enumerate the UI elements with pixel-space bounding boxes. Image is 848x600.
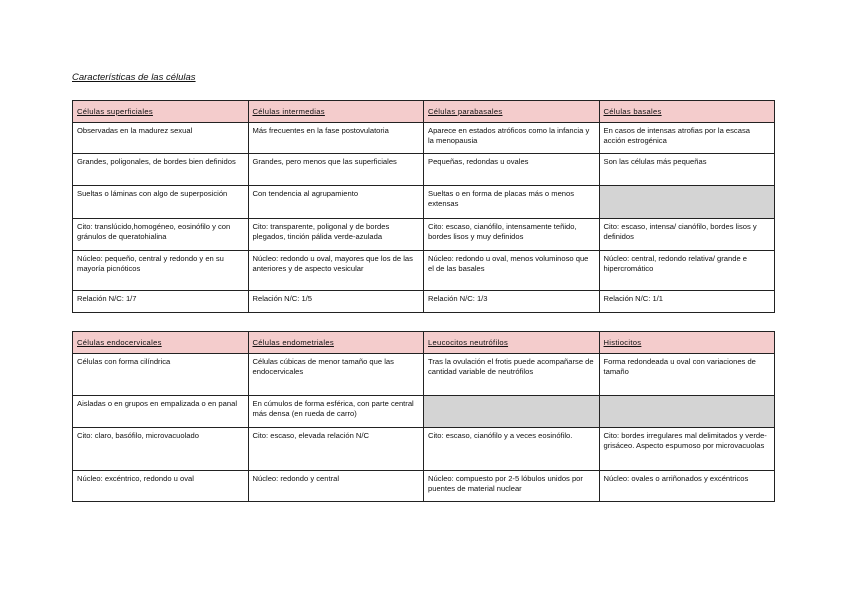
table-cell: Observadas en la madurez sexual bbox=[73, 123, 249, 154]
table-row bbox=[73, 219, 775, 251]
table-cell: Núcleo: central, redondo relativa/ grande e hipercromático bbox=[599, 251, 775, 291]
table-row bbox=[73, 396, 775, 428]
table-cell: Aisladas o en grupos en empalizada o en panal bbox=[73, 396, 249, 428]
table-cell: En casos de intensas atrofias por la escasa acción estrogénica bbox=[599, 123, 775, 154]
table-row bbox=[73, 291, 775, 313]
table-cell: Células cúbicas de menor tamaño que las endocervicales bbox=[248, 354, 424, 396]
header-cell: Leucocitos neutrófilos bbox=[424, 332, 600, 354]
table-cell: Relación N/C: 1/5 bbox=[248, 291, 424, 313]
table-cell: Cito: claro, basófilo, microvacuolado bbox=[73, 428, 249, 471]
empty-cell bbox=[599, 186, 775, 219]
table-row bbox=[73, 354, 775, 396]
table-cell: Núcleo: excéntrico, redondo u oval bbox=[73, 471, 249, 502]
table-row bbox=[73, 471, 775, 502]
table-cell: Células con forma cilíndrica bbox=[73, 354, 249, 396]
header-cell: Células intermedias bbox=[248, 101, 424, 123]
header-cell: Células basales bbox=[599, 101, 775, 123]
table-cell: Cito: escaso, intensa/ cianófilo, bordes lisos y definidos bbox=[599, 219, 775, 251]
table-cell: Grandes, poligonales, de bordes bien definidos bbox=[73, 154, 249, 186]
table-cell: Pequeñas, redondas u ovales bbox=[424, 154, 600, 186]
table-cell: Sueltas o en forma de placas más o menos extensas bbox=[424, 186, 600, 219]
table-cell: Tras la ovulación el frotis puede acompañarse de cantidad variable de neutrófilos bbox=[424, 354, 600, 396]
table-row bbox=[73, 251, 775, 291]
table-cell: Relación N/C: 1/3 bbox=[424, 291, 600, 313]
document-title: Características de las células bbox=[72, 72, 196, 83]
header-cell: Células parabasales bbox=[424, 101, 600, 123]
header-cell: Células endocervicales bbox=[73, 332, 249, 354]
table-cell: Cito: bordes irregulares mal delimitados y verde-grisáceo. Aspecto espumoso por microvacuolas bbox=[599, 428, 775, 471]
table-cell: Núcleo: pequeño, central y redondo y en su mayoría picnóticos bbox=[73, 251, 249, 291]
table-cell: En cúmulos de forma esférica, con parte central más densa (en rueda de carro) bbox=[248, 396, 424, 428]
table-row bbox=[73, 123, 775, 154]
empty-cell bbox=[424, 396, 600, 428]
empty-cell bbox=[599, 396, 775, 428]
table-cell: Relación N/C: 1/1 bbox=[599, 291, 775, 313]
table-cell: Con tendencia al agrupamiento bbox=[248, 186, 424, 219]
table-cell: Aparece en estados atróficos como la infancia y la menopausia bbox=[424, 123, 600, 154]
table-cell: Relación N/C: 1/7 bbox=[73, 291, 249, 313]
table-cell: Cito: translúcido,homogéneo, eosinófilo y con gránulos de queratohialina bbox=[73, 219, 249, 251]
table-cell: Más frecuentes en la fase postovulatoria bbox=[248, 123, 424, 154]
table-cell: Núcleo: redondo u oval, menos voluminoso que el de las basales bbox=[424, 251, 600, 291]
table-cell: Son las células más pequeñas bbox=[599, 154, 775, 186]
table-cell: Cito: escaso, cianófilo, intensamente teñido, bordes lisos y muy definidos bbox=[424, 219, 600, 251]
cell-characteristics-table-1 bbox=[72, 100, 775, 313]
table-cell: Cito: escaso, cianófilo y a veces eosinófilo. bbox=[424, 428, 600, 471]
header-cell: Histiocitos bbox=[599, 332, 775, 354]
table-cell: Cito: transparente, poligonal y de bordes plegados, tinción pálida verde-azulada bbox=[248, 219, 424, 251]
table-cell: Grandes, pero menos que las superficiales bbox=[248, 154, 424, 186]
table-cell: Cito: escaso, elevada relación N/C bbox=[248, 428, 424, 471]
table-row bbox=[73, 428, 775, 471]
table-cell: Forma redondeada u oval con variaciones de tamaño bbox=[599, 354, 775, 396]
table-row bbox=[73, 154, 775, 186]
header-cell: Células superficiales bbox=[73, 101, 249, 123]
table-cell: Sueltas o láminas con algo de superposición bbox=[73, 186, 249, 219]
table-row bbox=[73, 186, 775, 219]
table-cell: Núcleo: compuesto por 2-5 lóbulos unidos por puentes de material nuclear bbox=[424, 471, 600, 502]
header-cell: Células endometriales bbox=[248, 332, 424, 354]
table-cell: Núcleo: ovales o arriñonados y excéntricos bbox=[599, 471, 775, 502]
cell-characteristics-table-2 bbox=[72, 331, 775, 502]
table-cell: Núcleo: redondo y central bbox=[248, 471, 424, 502]
table-cell: Núcleo: redondo u oval, mayores que los de las anteriores y de aspecto vesicular bbox=[248, 251, 424, 291]
